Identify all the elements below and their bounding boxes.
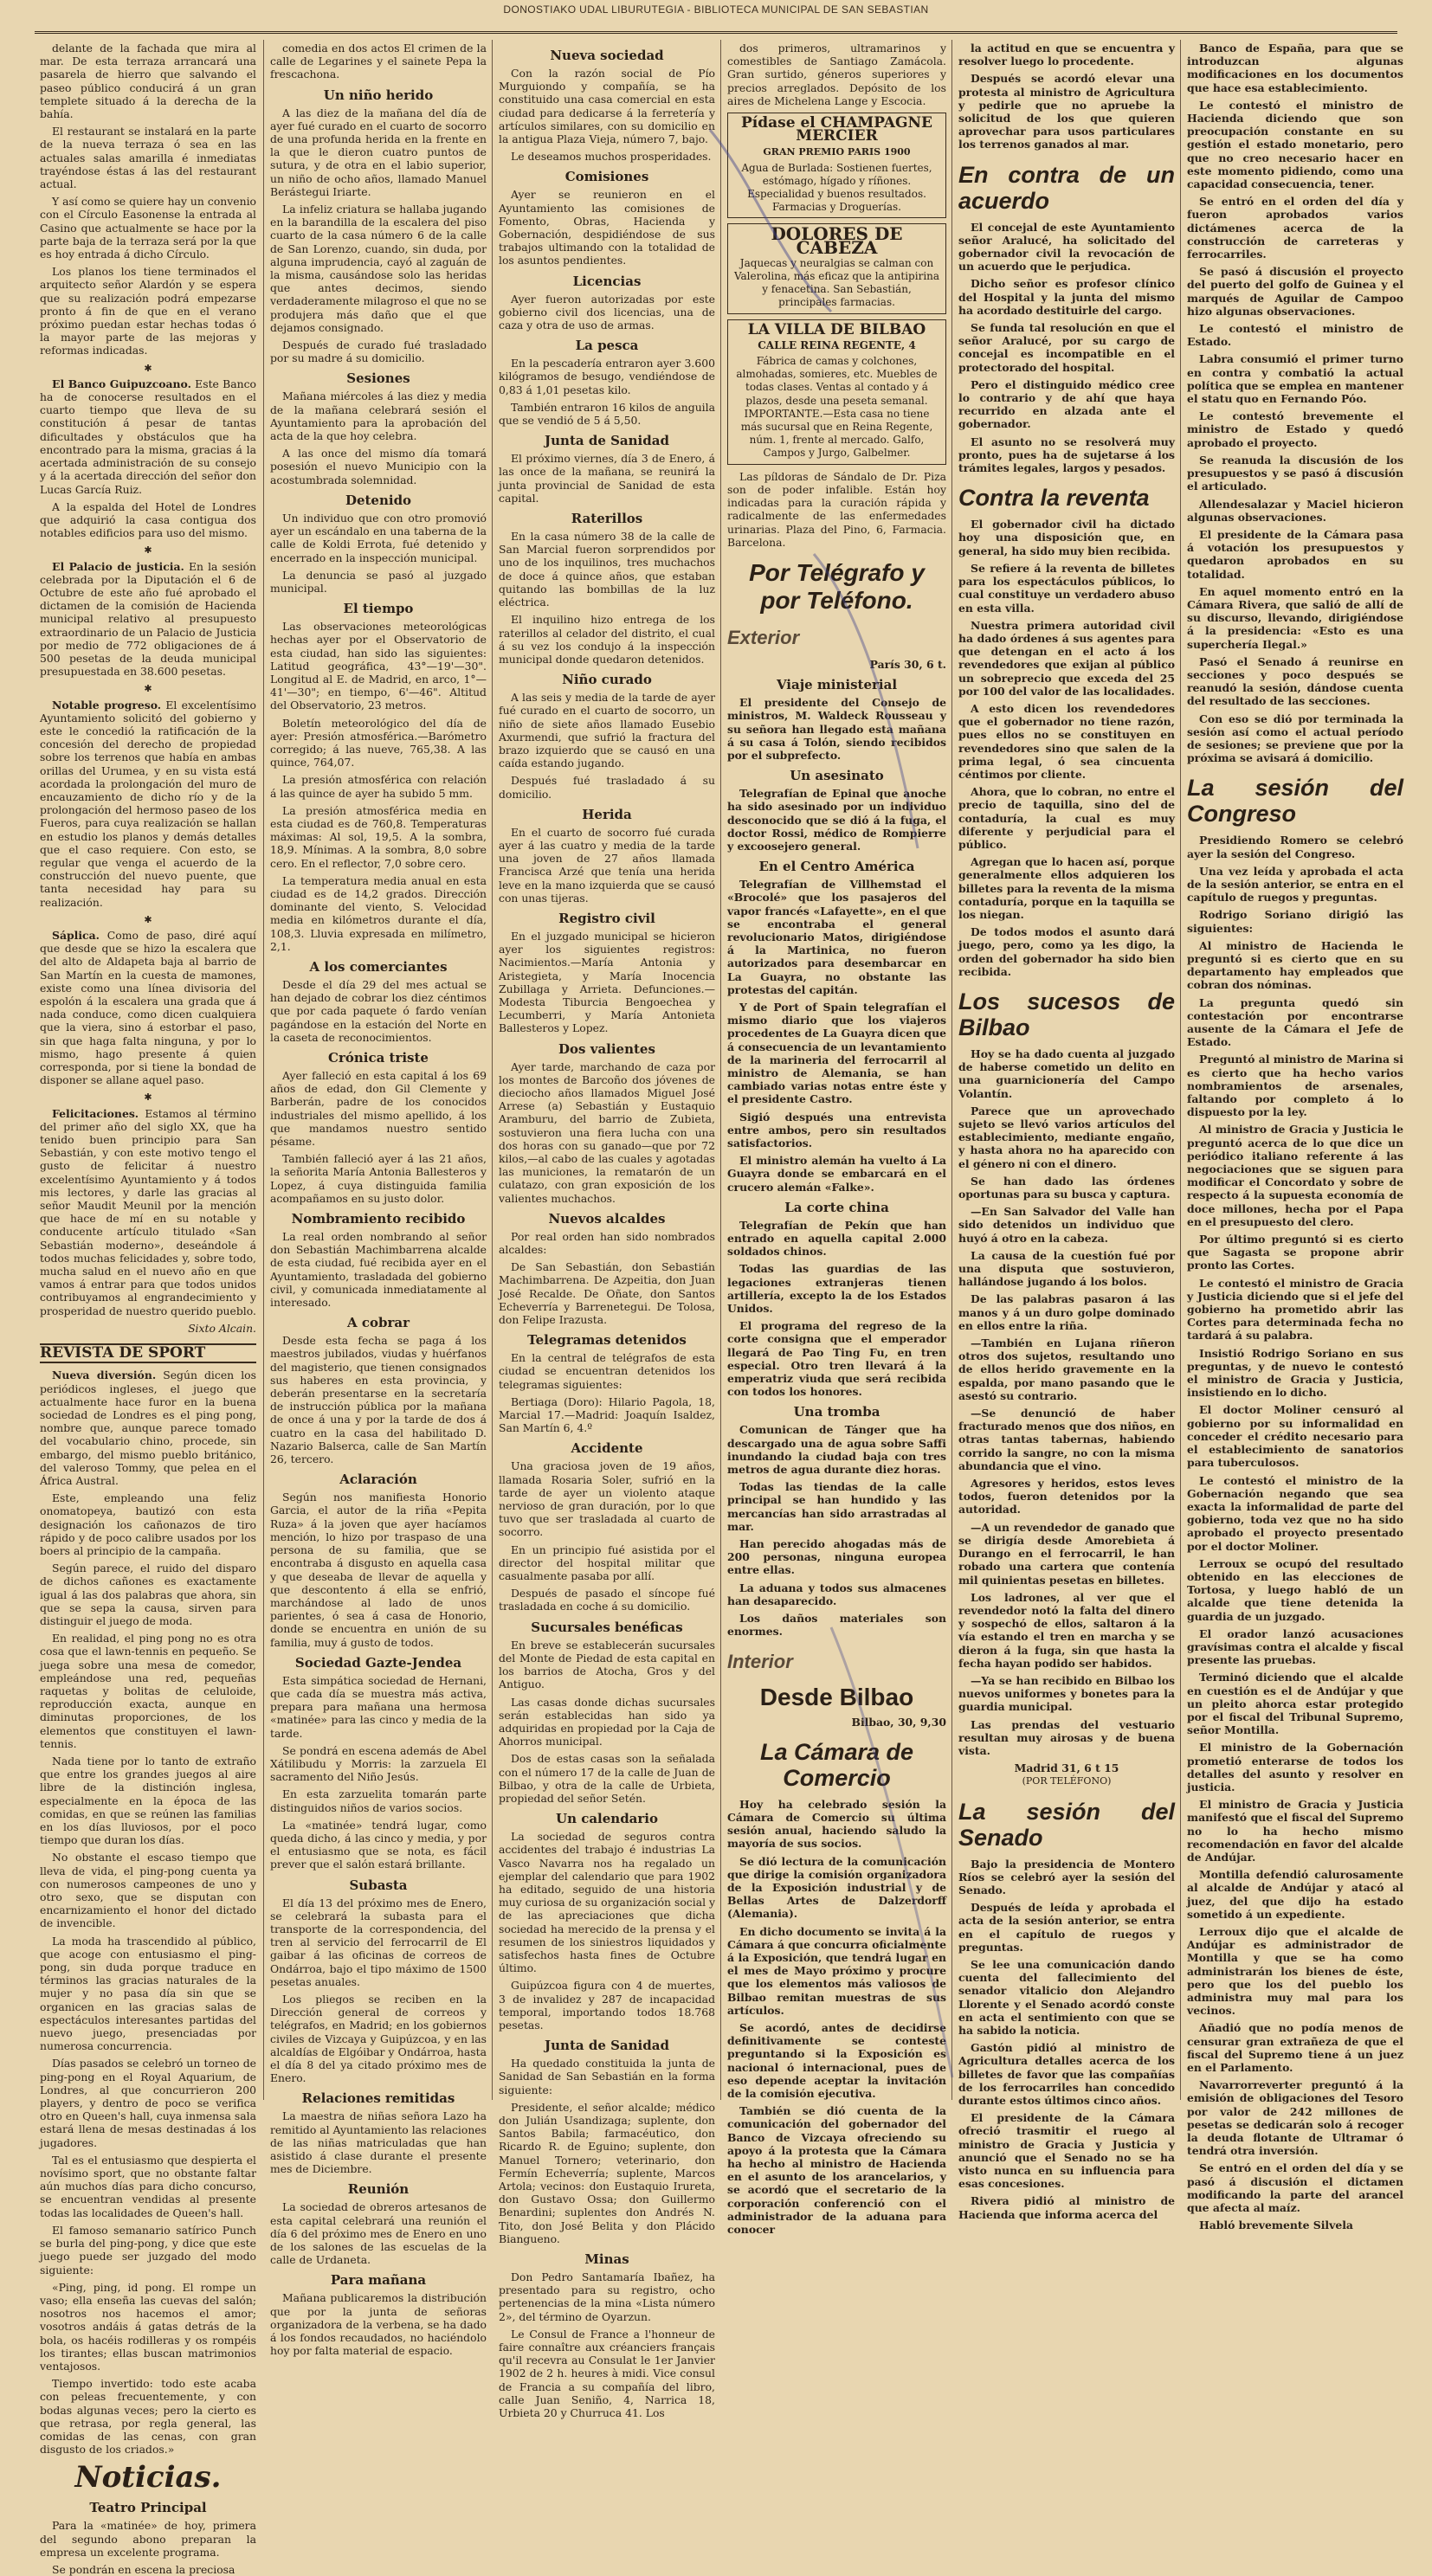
paragraph: En esta zarzuelita tomarán parte distinguidos niños de varios socios. xyxy=(270,1787,487,1814)
paragraph: Al ministro de Gracia y Justicia le preguntó acerca de lo que dice un periódico italiano referente á las negociaciones que se siguen para modificar el Concordato y sobre de respecto á la supuesta economía de doce millones, hecha por el Papa en el presupuesto del clero. xyxy=(1187,1123,1403,1228)
dateline: París 30, 6 t. xyxy=(869,657,946,671)
article-heading: Junta de Sanidad xyxy=(545,2038,669,2054)
paragraph: Por último preguntó si es cierto que Sagasta se propone abrir pronto las Cortes. xyxy=(1187,1233,1403,1272)
paragraph: Los daños materiales son enormes. xyxy=(727,1612,946,1639)
paragraph: Se pondrá en escena además de Abel Xátilibudu y Morris: la zarzuela El sacramento del Niño Jesús. xyxy=(270,1743,487,1784)
article-heading: Nueva sociedad xyxy=(550,48,664,63)
paragraph: Don Pedro Santamaría Ibañez, ha presentado para su registro, ocho pertenencias de la mina «Lista número 2», del término de Oyarzun. xyxy=(499,2270,715,2323)
paragraph: «Ping, ping, id pong. El rompe un vaso; ella enseña las cuevas del salón; nosotros nos hacemos el amor; vosotros andáis á gatas detrás de la bola, os hacéis rodilleras y os rompéis los tirantes; ellas buscan matrimonios ventajosos. xyxy=(40,2280,256,2373)
column-1 xyxy=(40,42,256,2576)
paragraph: —También en Lujana riñeron otros dos sujetos, resultando uno de ellos herido gravemente en la espalda, por mano pasando que le asestó su contrario. xyxy=(958,1336,1175,1402)
paragraph: Montilla defendió calurosamente al alcalde de Andújar y atacó al juez, del que dijo ha estado sometido á un expediente. xyxy=(1187,1868,1403,1921)
paragraph: En realidad, el ping pong no es otra cosa que el lawn-tennis en pequeño. Se juega sobre una mesa de comedor, empleándose una red, pequeñas raquetas y bolitas de celuloide, reproducción exacta, aunque en diminutas proporciones, de los elementos que constituyen el lawn-tennis. xyxy=(40,1632,256,1750)
paragraph: Un individuo que con otro promovió ayer un escándalo en una taberna de la calle de Koldi Errota, fué detenido y encerrado en la inspección municipal. xyxy=(270,511,487,564)
paragraph: Después de leída y aprobada el acta de la sesión anterior, se entra en el capítulo de ruegos y preguntas. xyxy=(958,1901,1175,1954)
paragraph: Una vez leída y aprobada el acta de la sesión anterior, se entra en el capítulo de ruegos y preguntas. xyxy=(1187,864,1403,905)
article-heading: Sucursales benéficas xyxy=(531,1619,683,1635)
paragraph xyxy=(40,377,256,496)
article-heading: Junta de Sanidad xyxy=(545,433,669,449)
article-heading: Telegramas detenidos xyxy=(527,1332,687,1349)
paragraph: Ahora, que lo cobran, no entre el precio de taquilla, sino del de contaduría, la cual es muy diferente y perjudicial para el público. xyxy=(958,785,1175,851)
paragraph: El presidente de la Cámara ofreció trasmitir el ruego al ministro de Gracia y Justicia y anunció que el Senado no se ha visto nunca en su influencia para esas concesiones. xyxy=(958,2111,1175,2191)
item-heading: El Palacio de justicia. xyxy=(52,559,184,573)
paragraph: Bertiaga (Doro): Hilario Pagola, 18, Marcial 17.—Madrid: Joaquín Isaldez, San Martín 6, 4.º xyxy=(499,1394,715,1435)
paragraph: Le Consul de France a l'honneur de faire connaître aux créanciers français qu'il recevra au Consulat le 1er Janvier 1902 de 2 h. heures à midi. Vice consul de Francia a su compañía del libro, calle Juan Seniño, 4, Narrica 18, Urbieta 20 y Churruca 41. Los xyxy=(499,2327,715,2420)
paragraph: Gastón pidió al ministro de Agricultura detalles acerca de los billetes de favor que las compañías de los ferrocarriles han concedido durante estos últimos cinco años. xyxy=(958,2041,1175,2107)
article-heading: Aclaración xyxy=(339,1472,417,1488)
paragraph: Bajo la presidencia de Montero Ríos se celebró ayer la sesión del Senado. xyxy=(958,1857,1175,1897)
paragraph: Habló brevemente Silvela xyxy=(1199,2219,1353,2232)
paragraph: Los planos los tiene terminados el arquitecto señor Alardón y se espera que su realización podrá empezarse pronto á fin de que en el verano próximo puedan estar hechas todas ó la mayor parte de las mejoras y reformas indicadas. xyxy=(40,265,256,357)
paragraph: La infeliz criatura se hallaba jugando en la barandilla de la escalera del piso cuarto de la casa número 6 de la calle de San Lorenzo, cuando, sin duda, por alguna imprudencia, cayó al zaguán de la misma, causándose solo las heridas que antes decimos, siendo verdaderamente milagroso el que no se produjera más daño que el que dejamos consignado. xyxy=(270,203,487,334)
section-title: Exterior xyxy=(727,626,800,648)
advertisement xyxy=(727,319,946,465)
paragraph: El programa del regreso de la corte consigna que el emperador llegará de Pao Ting Fu, en tren especial. Otro tren llevará á la emperatriz viuda que será recibida con todos los honores. xyxy=(727,1319,946,1399)
paragraph: delante de la fachada que mira al mar. De esta terraza arrancará una pasarela de hierro que salvando el paseo público conducirá á un gran templete situado á la derecha de la bahía. xyxy=(40,42,256,121)
article-heading: Teatro Principal xyxy=(89,2500,207,2516)
article-heading: Crónica triste xyxy=(328,1050,429,1066)
paragraph: En el juzgado municipal se hicieron ayer los siguientes registros: Nacimientos.—María Antonia y Aristegieta, y María Inocencia Zubillaga y Arrieta. Defunciones.—Modesta Tiburcia Bengoechea y Lecumberri, y María Antonieta Ballesteros y Lopez. xyxy=(499,929,715,1035)
asterism: ✱ xyxy=(144,1092,152,1104)
article-heading: Reunión xyxy=(347,2181,410,2198)
paragraph: Este, empleando una feliz onomatopeya, bautizó con esta designación los cañonazos de tiro rápido y de poco calibre usados por los boers al principio de la campaña. xyxy=(40,1491,256,1557)
paragraph: De todos modos el asunto dará juego, pero, como ya les digo, la orden del gobernador ha sido bien recibida. xyxy=(958,925,1175,978)
item-text: El excelentísimo Ayuntamiento solicitó del gobierno y este le concedió la ratificación de la concesión del derecho de propiedad sobre los terrenos que había en ambas orillas del Urumea, y en su vista está acordada la prolongación del muro de encauzamiento de dicho río y de la prolongación del hermoso paseo de los Fueros, para cuya realización se hallan en estudio los planos y demás detalles que el caso requiere. Con esto, se regular que venga el acuerdo de la construcción del nuevo puente, que tanta necesidad hay para su realización. xyxy=(40,698,256,909)
paragraph: Navarrorreverter preguntó á la emisión de obligaciones del Tesoro por valor de 242 millones de pesetas se dedicarán solo á recoger la deuda flotante de Ultramar ó tendrá otra inversión. xyxy=(1187,2078,1403,2158)
paragraph: Le contestó el ministro de Hacienda diciendo que son preocupación constante en su gestión el estado monetario, pero que no creo necesario hacer en este momento pidiendo, como una capacidad consecuencia, tener. xyxy=(1187,98,1403,191)
article-heading: La Cámara de Comercio xyxy=(759,1738,914,1791)
paragraph: En la central de telégrafos de esta ciudad se encuentran detenidos los telegramas siguientes: xyxy=(499,1351,715,1391)
paragraph: Guipúzcoa figura con 4 de muertes, 3 de invalidez y 287 de incapacidad temporal, importando todos 18.768 pesetas. xyxy=(499,1979,715,2032)
paragraph xyxy=(40,699,256,909)
paragraph: El ministro alemán ha vuelto á La Guayra donde se embarcará en el crucero alemán «Falke». xyxy=(727,1154,946,1194)
paragraph: Se acordó, antes de decidirse definitivamente se conteste preguntando si la Exposición es nacional ó internacional, pues de eso depende aceptar la invitación de la comisión ejecutiva. xyxy=(727,2020,946,2100)
article-heading: Una tromba xyxy=(793,1404,880,1420)
column-rule xyxy=(1180,40,1181,2100)
paragraph: dos primeros, ultramarinos y comestibles de Santiago Zamácola. Gran surtido, géneros superiores y precios arreglados. Depósito de los aires de Michelena Lange y Escocia. xyxy=(727,42,946,107)
paragraph: Le contestó el ministro de la Gobernación negando que sea exacta la informalidad de parte del gobierno, toda vez que no ha sido aprobado el proyecto presentado por el doctor Moliner. xyxy=(1187,1473,1403,1553)
paragraph: En la casa número 38 de la calle de San Marcial fueron sorprendidos por uno de los inquilinos, tres muchachos de doce á quince años, que estaban quitando las bombillas de la luz eléctrica. xyxy=(499,530,715,609)
dateline-note: (POR TELÉFONO) xyxy=(1022,1775,1112,1787)
paragraph: Al ministro de Hacienda le preguntó si es cierto que en su departamento hay empleados que cobran dos nóminas. xyxy=(1187,938,1403,992)
paragraph: Desde esta fecha se paga á los maestros jubilados, viudas y huérfanos del magisterio, que tienen consignados sus haberes en esta provincia, y deberán presentarse en la secretaría de instrucción pública por la mañana de once á una y por la tarde de dos á cuatro en la casa del habilitado D. Nazario Balserca, calle de San Martín 26, tercero. xyxy=(270,1334,487,1466)
paragraph: Terminó diciendo que el alcalde en cuestión es el de Andújar y que un pleito ahorca estar protegido por el fiscal del Tribunal Supremo, señor Montilla. xyxy=(1187,1671,1403,1737)
asterism: ✱ xyxy=(144,544,152,557)
paragraph: Insistió Rodrigo Soriano en sus preguntas, y de nuevo le contestó el ministro de Gracia y Justicia, insistiendo en lo dicho. xyxy=(1187,1346,1403,1400)
paragraph: La real orden nombrando al señor don Sebastián Machimbarrena alcalde de esta ciudad, fué recibida ayer en el Ayuntamiento, trasladada del gobierno civil, y comunicada inmediatamente al interesado. xyxy=(270,1230,487,1310)
paragraph: Dicho señor es profesor clínico del Hospital y la junta del mismo ha acordado destituirle del cargo. xyxy=(958,277,1175,317)
paragraph: Lerroux se ocupó del resultado obtenido en las elecciones de Tortosa, y luego habló de un alcalde que tiene detenida la guardia de un juzgado. xyxy=(1187,1556,1403,1623)
paragraph: El gobernador civil ha dictado hoy una disposición que, en general, ha sido muy bien recibida. xyxy=(958,518,1175,557)
item-heading: Sáplica. xyxy=(52,929,100,942)
paragraph: Según nos manifiesta Honorio Garcia, el autor de la riña «Pepita Ruza» á la joven que ayer hacíamos mención, lo hizo por traspaso de una persona de su familia, que se encontraba á disgusto en aquella casa y que deseaba de llevar de aquella y que descontento á ella se enfrió, marchándose al lado de unos parientes, ó sea á casa de Honorio, donde se encuentra en unión de su familia, muy á gusto de todos. xyxy=(270,1491,487,1649)
dateline: Madrid 31, 6 t 15 xyxy=(1014,1761,1119,1775)
article-heading: En contra de un acuerdo xyxy=(958,161,1175,214)
paragraph: Le deseamos muchos prosperidades. xyxy=(511,150,712,164)
paragraph: Presidente, el señor alcalde; médico don Julián Usandizaga; suplente, don Santos Babila; farmacéutico, don Ricardo R. de Eguino; suplente, don Manuel Tornero; veterinario, don Fermín Echeverría; suplente, Marcos Artola; vecinos: don Eustaquio Irureta, don Gustavo Ossa; don Guillermo Benardini; suplentes don Andrés N. Tito, don José Belita y don Plácido Biangueno. xyxy=(499,2100,715,2245)
paragraph: Después se acordó elevar una protesta al ministro de Agricultura y pedirle que no apruebe la solicitud de los que quieren aprovechar para usos particulares los terrenos ganados al mar. xyxy=(958,72,1175,151)
paragraph: Una graciosa joven de 19 años, llamada Rosaria Soler, sufrió en la tarde de ayer un violento ataque nervioso de gran duración, por lo que tuvo que ser trasladada al cuarto de socorro. xyxy=(499,1459,715,1539)
paragraph: Después fué trasladado á su domicilio. xyxy=(499,774,715,801)
paragraph: Rivera pidió al ministro de Hacienda que informa acerca del xyxy=(958,2194,1175,2221)
section-title: Noticias. xyxy=(74,2460,222,2496)
paragraph: Dos de estas casas son la señalada con el número 17 de la calle de Juan de Bilbao, y otra de la calle de Urbieta, propiedad del señor Setén. xyxy=(499,1752,715,1805)
item-text: En la sesión celebrada por la Diputación el 6 de Octubre de este año fué aprobado el dictamen de la comisión de Hacienda municipal relativo al presupuesto extraordinario de un Palacio de Justicia por medio de 772 obligaciones de á 500 pesetas de la deuda municipal presupuestada en 38.600 pesetas. xyxy=(40,559,256,679)
ad-text: Jaquecas y neuralgias se calman con Valerolina, más eficaz que la antipirina y fenacetina. San Sebastián, principales farmacias. xyxy=(733,256,940,309)
paragraph: comedia en dos actos El crimen de la calle de Legarines y el sainete Pepa la frescachona. xyxy=(270,42,487,81)
paragraph: En el cuarto de socorro fué curada ayer á las cuatro y media de la tarde una joven de 27 años llamada Francisca Arzé que tenía una herida leve en la mano izquierda que se causó con unas tijeras. xyxy=(499,825,715,905)
paragraph: Y así como se quiere hay un convenio con el Círculo Easonense la entrada al Casino que actualmente se hace por la parte baja de la terraza será por la que es hoy entrada á dicho Círculo. xyxy=(40,195,256,261)
paragraph: —A un revendedor de ganado que se dirigía desde Amorebieta á Durango en el ferrocarril, le han robado una cartera que contenía mil quinientas pesetas en billetes. xyxy=(958,1520,1175,1587)
paragraph: Se pasó á discusión el proyecto del puerto del golfo de Guinea y el marqués de Aguilar de Campoo hizo algunas observaciones. xyxy=(1187,265,1403,318)
column-rule xyxy=(492,40,493,2100)
ad-title: LA VILLA DE BILBAO xyxy=(747,320,926,338)
paragraph: La maestra de niñas señora Lazo ha remitido al Ayuntamiento las relaciones de las niñas matriculadas que han asistido á clase durante el presente mes de Diciembre. xyxy=(270,2109,487,2176)
paragraph: Tal es el entusiasmo que despierta el novísimo sport, que no obstante faltar aún muchos días para dicho concurso, se encuentran vendidas al presente todas las localidades de Queen's hall. xyxy=(40,2153,256,2219)
paragraph: Le contestó el ministro de Gracia y Justicia diciendo que si el jefe del gobierno ha prometido abrir las Cortes para determinada fecha no tardará á su palabra. xyxy=(1187,1276,1403,1343)
article-heading: Herida xyxy=(582,806,632,822)
asterism: ✱ xyxy=(144,362,152,374)
article-heading: Un calendario xyxy=(555,1811,659,1827)
item-text: Como de paso, diré aquí que desde que se hizo la escalera que del alto de Aldapeta baja al barrio de San Martín en la cuesta de mamones, existe como una línea divisoria del espolón á la escalera una grada que á nada conduce, como dicen cualquiera que la viera, sino á estorbar el paso, sin que haga falta ninguna, y por lo mismo, hago presente á quien corresponda, por si tiene la bondad de disponer se allane aquel paso. xyxy=(40,929,256,1087)
article-heading: Registro civil xyxy=(558,910,655,926)
paragraph: —Ya se han recibido en Bilbao los nuevos uniformes y bonetes para la guardia municipal. xyxy=(958,1673,1175,1714)
paragraph: Boletín meteorológico del día de ayer: Presión atmosférica.—Barómetro corregido; á las nueve, 765,38. A las quince, 764,07. xyxy=(270,716,487,770)
article-heading: El tiempo xyxy=(343,601,414,617)
paragraph: El inquilino hizo entrega de los raterillos al celador del distrito, el cual á su vez los condujo á la inspección municipal donde quedaron detenidos. xyxy=(499,613,715,666)
paragraph: Por real orden han sido nombrados alcaldes: xyxy=(499,1229,715,1257)
advertisement xyxy=(727,223,946,313)
paragraph: El día 13 del próximo mes de Enero, se celebrará la subasta para el transporte de la correspondencia, del tren al servicio del ferrocarril de El gaibar á las oficinas de correos de Ondárroa, bajo el tipo máximo de 1500 pesetas anuales. xyxy=(270,1896,487,1988)
paragraph: La presión atmosférica con relación á las quince de ayer ha subido 5 mm. xyxy=(270,773,487,800)
paragraph: En dicho documento se invita á la Cámara á que concurra oficialmente á la Exposición, que tendrá lugar en el mes de Mayo próximo y procure que los elementos más valiosos de Bilbao remitan muestras de sus artículos. xyxy=(727,1924,946,2017)
paragraph: Telegrafían de Villhemstad el «Brocolé» que los pasajeros del vapor francés «Lafayette», en el que se encontraba el general revolucionario Matos, dirigiéndose á la Martinica, no fueron autorizados para desembarcar en La Guayra, no obstante las protestas del capitán. xyxy=(727,878,946,996)
signature: Sixto Alcain. xyxy=(188,1321,256,1335)
paragraph: Comunican de Tánger que ha descargado una de agua sobre Saffi inundando la ciudad baja con tres metros de agua durante diez horas. xyxy=(727,1423,946,1477)
paragraph: A esto dicen los revendedores que el gobernador no tiene razón, pues ellos no se constituyen en revendedores sino que salen de la prima legal, ó sea cincuenta céntimos por cliente. xyxy=(958,701,1175,781)
item-heading: Felicitaciones. xyxy=(52,1106,139,1120)
paragraph: Lerroux dijo que el alcalde de Andújar es administrador de Montilla y que se ha como administrarán los bienes de éste, pero que los del pueblo los administra muy mal para los vecinos. xyxy=(1187,1925,1403,2018)
paragraph: Se lee una comunicación dando cuenta del fallecimiento del senador vitalicio don Alejandro Llorente y el Senado acordó conste en acta el sentimiento con que se ha sabido la noticia. xyxy=(958,1957,1175,2037)
paragraph: Presidiendo Romero se celebró ayer la sesión del Congreso. xyxy=(1187,834,1403,860)
paragraph: Con la razón social de Pío Murguiondo y compañía, se ha constituido una casa comercial en esta ciudad para dedicarse á la ferretería y artículos similares, con su domicilio en la antigua Plaza Vieja, número 7, bajo. xyxy=(499,67,715,146)
section-title: REVISTA DE SPORT xyxy=(40,1343,256,1363)
paragraph: Telegrafían de Epinal que anoche ha sido asesinado por un individuo desconocido que se dió á la fuga, el doctor Rossi, médico de Rompierre y excoosejero general. xyxy=(727,787,946,853)
article-heading: Para mañana xyxy=(330,2272,427,2289)
paragraph: De las palabras pasaron á las manos y á un duro golpe dominado en ellos entre la riña. xyxy=(958,1292,1175,1332)
paragraph: De San Sebastián, don Sebastián Machimbarrena. De Azpeitia, don Juan José Recalde. De Oñate, don Santos Echeverría y Barrenetegui. De Tolosa, don Felipe Irazusta. xyxy=(499,1260,715,1327)
column-4 xyxy=(727,42,946,2236)
paragraph: Rodrigo Soriano dirigió las siguientes: xyxy=(1187,908,1403,935)
paragraph: Todas las guardias de las legaciones extranjeras tienen artillería, excepto la de los Estados Unidos. xyxy=(727,1262,946,1316)
paragraph: Después de curado fué trasladado por su madre á su domicilio. xyxy=(270,338,487,365)
paragraph: También falleció ayer á las 21 años, la señorita María Antonia Ballesteros y Lopez, á cuya distinguida familia acompañamos en su justo dolor. xyxy=(270,1152,487,1205)
paragraph: Sigió después una entrevista entre ambos, pero sin resultados satisfactorios. xyxy=(727,1110,946,1150)
article-heading: Niño curado xyxy=(562,672,652,688)
ad-text: Fábrica de camas y colchones, almohadas, somieres, etc. Muebles de todas clases. Ventas al contado y á plazos, desde una peseta semanal. IMPORTANTE.—Esta casa no tiene más sucursal que en Reina Regente, núm. 1, frente al mercado. Galfo, Campos y Jurgo, Galbelmer. xyxy=(736,355,938,460)
paragraph: Las observaciones meteorológicas hechas ayer por el Observatorio de esta ciudad, han sido las siguientes: Latitud geográfica, 43°—19'—30". Longitud al E. de Madrid, en arco, 1°—41'—30"; en tiempo, 6'—46". Altitud del Observatorio, 23 metros. xyxy=(270,620,487,712)
paragraph: El restaurant se instalará en la parte de la nueva terraza ó sea en las actuales salas amarilla é inmediatas trayéndose éstas á las del restaurant actual. xyxy=(40,125,256,191)
article-heading: Nuevos alcaldes xyxy=(548,1210,666,1227)
article-heading: Minas xyxy=(584,2251,629,2268)
column-rule xyxy=(263,40,264,2100)
article-heading: A cobrar xyxy=(346,1315,410,1331)
paragraph: La causa de la cuestión fué por una disputa que sostuvieron, hallándose jugando á los bolos. xyxy=(958,1248,1175,1289)
paragraph: Ayer tarde, marchando de caza por los montes de Barcoño dos jóvenes de dieciocho años llamados Miguel José Arrese (a) Sebastián y Eustaquio Aramburu, del barrio de Zubieta, sostuvieron una fiera lucha con una dos horas con su ganado—que por 72 kilos,—al cabo de las cuales y agotadas las municiones, la rematarón de un culatazo, con gran exposición de los valientes muchachos. xyxy=(499,1059,715,1205)
paragraph xyxy=(40,1368,256,1487)
column-3 xyxy=(499,42,715,2420)
ad-title: DOLORES DE CABEZA xyxy=(771,223,903,258)
paragraph: La «matinée» tendrá lugar, como queda dicho, á las cinco y media, y por el entusiasmo que se nota, es fácil prever que el salón estará brillante. xyxy=(270,1818,487,1871)
paragraph xyxy=(40,1107,256,1317)
paragraph: Los ladrones, al ver que el revendedor notó la falta del dinero y sospechó de ellos, saltaron á la vía estando el tren en marcha y se dieron á la fuga, sin que hasta la fecha hayan podido ser habidos. xyxy=(958,1590,1175,1670)
paragraph: Según parece, el ruido del disparo de dichos cañones es exactamente igual á las dos palabras que ahora, sin que se sepa la causa, sirven para distinguir el juego de moda. xyxy=(40,1562,256,1627)
paragraph: Ayer fueron autorizadas por este gobierno civil dos licencias, una de caza y otra de uso de armas. xyxy=(499,292,715,332)
article-heading: A los comerciantes xyxy=(309,958,448,975)
paragraph: Se han dado las órdenes oportunas para su busca y captura. xyxy=(958,1174,1175,1201)
paragraph: Se funda tal resolución en que el señor Aralucé, por su cargo de concejal es incompatible en el protectorado del hospital. xyxy=(958,321,1175,374)
asterism: ✱ xyxy=(144,913,152,925)
paragraph: Banco de España, para que se introduzcan algunas modificaciones en los documentos que hace esa establecimiento. xyxy=(1187,42,1403,94)
paragraph: Después de pasado el síncope fué trasladada en coche á su domicilio. xyxy=(499,1587,715,1613)
paragraph: La presión atmosférica media en esta ciudad es de 760,8. Temperaturas máximas: Al sol, 19,5. A la sombra, 18,9. Mínimas. A la sombra, 8,0 sobre cero. En el reflector, 7,0 sobre cero. xyxy=(270,803,487,870)
section-title: Interior xyxy=(727,1650,793,1672)
paragraph: Todas las tiendas de la calle principal se han hundido y las mercancías han sido arrastradas al mar. xyxy=(727,1480,946,1533)
paragraph: Nuestra primera autoridad civil ha dado órdenes á sus agentes para que detengan en el acto á los revendedores que exijan al público un sobreprecio que exceda del 25 por 100 del valor de las localidades. xyxy=(958,618,1175,698)
paragraph: Se entró en el orden del día y se pasó á discusión el dictamen modificando la parte del arancel que afecta al maíz. xyxy=(1187,2161,1403,2215)
article-heading: Licencias xyxy=(572,273,642,289)
paragraph: La denuncia se pasó al juzgado municipal. xyxy=(270,568,487,595)
paragraph: Pasó el Senado á reunirse en secciones y poco después se reanudó la sesión, dándose cuenta del resultado de las secciones. xyxy=(1187,654,1403,708)
paragraph: El famoso semanario satírico Punch se burla del ping-pong, y dice que este juego puede ser juzgado del modo siguiente: xyxy=(40,2223,256,2277)
ad-text: Agua de Burlada: Sostienen fuertes, estómago, hígado y ríñones. Especialidad y buenos resultados. Farmacias y Droguerías. xyxy=(741,161,932,214)
paragraph: Y de Port of Spain telegrafían el mismo diario que los viajeros procedentes de La Guayra dicen que á consecuencia de un levantamiento de la marineria del ferrocarril al ministro de Alemania, se han cambiado varias notas entre éste y el presidente Castro. xyxy=(727,1000,946,1106)
article-heading: Relaciones remitidas xyxy=(301,2090,455,2107)
column-rule xyxy=(951,40,952,2100)
paragraph: El presidente de la Cámara pasa á votación los presupuestos y quedaron aprobados en su totalidad. xyxy=(1187,527,1403,581)
article-heading: Nombramiento recibido xyxy=(291,1211,466,1227)
section-title: Desde Bilbao xyxy=(759,1683,914,1710)
paragraph: Preguntó al ministro de Marina si es cierto que ha hecho varios nombramientos de arsenales, faltando por completo á lo dispuesto por la ley. xyxy=(1187,1053,1403,1119)
article-heading: Sociedad Gazte-Jendea xyxy=(294,1654,462,1671)
item-heading: Notable progreso. xyxy=(52,698,162,712)
paragraph: Las píldoras de Sándalo de Dr. Piza son de poder infalible. Están hoy indicadas para la curación rápida y radicalmente de las enfermedades urinarias. Plaza del Pino, 6, Farmacia. Barcelona. xyxy=(727,469,946,549)
paragraph: A las diez de la mañana del día de ayer fué curado en el cuarto de socorro de una profunda herida en la frente en la que le dieron cuatro puntos de sutura, y de otra en el labio superior, un niño de ocho años, llamado Manuel Berástegui Iriarte. xyxy=(270,106,487,198)
article-heading: Un niño herido xyxy=(323,87,434,103)
library-banner: DONOSTIAKO UDAL LIBURUTEGIA - BIBLIOTECA MUNICIPAL DE SAN SEBASTIAN xyxy=(503,3,929,16)
article-heading: La pesca xyxy=(575,338,639,354)
article-heading: La sesión del Congreso xyxy=(1187,775,1403,828)
paragraph xyxy=(40,560,256,679)
article-heading: Detenido xyxy=(345,492,412,508)
paragraph: Tiempo invertido: todo este acaba con peleas frecuentemente, y con bodas algunas veces; pero la cierto es que retrasa, por regla general, las comidas de las cenas, con gran disgusto de los criados.» xyxy=(40,2377,256,2457)
paragraph: Ayer falleció en esta capital á los 69 años de edad, don Gil Clemente y Barberán, padre de los conocidos industriales del mismo apellido, á los que mandamos nuestro sentido pésame. xyxy=(270,1069,487,1149)
paragraph: En breve se establecerán sucursales del Monte de Piedad de esta capital en los barrios de Atocha, Gros y del Antiguo. xyxy=(499,1638,715,1691)
column-5 xyxy=(958,42,1175,2221)
paragraph: A las seis y media de la tarde de ayer fué curado en el cuarto de socorro, un niño de siete años llamado Eusebio Axurmendi, que sufrió la fractura del brazo izquierdo que se causó en una caída estando jugando. xyxy=(499,691,715,770)
paragraph: La temperatura media anual en esta ciudad es de 14,2 grados. Dirección dominante del viento, S. Velocidad media en kilómetros durante el día, 108,3. Lluvia expresada en milímetro, 2,1. xyxy=(270,873,487,953)
paragraph: La aduana y todos sus almacenes han desaparecido. xyxy=(727,1581,946,1607)
paragraph: Le contestó el ministro de Estado. xyxy=(1187,322,1403,349)
top-rule xyxy=(35,31,1397,34)
paragraph: En aquel momento entró en la Cámara Rivera, que salió de allí de su discurso, llevando, dirigiéndose á la presidencia: «Esto es una superchería Ilegal.» xyxy=(1187,584,1403,651)
article-heading: Subasta xyxy=(349,1877,408,1893)
paragraph xyxy=(40,929,256,1086)
paragraph: También se dió cuenta de la comunicación del gobernador del Banco de Vizcaya ofreciendo su apoyo á la protesta que la Cámara ha hecho al ministro de Hacienda en el asunto de los arancelarios, y se acordó que el secretario de la corporación conferenció con el administrador de la aduana para conocer xyxy=(727,2104,946,2236)
paragraph: En un principio fué asistida por el director del hospital militar que casualmente pasaba por allí. xyxy=(499,1542,715,1583)
article-heading: Viaje ministerial xyxy=(776,677,898,693)
paragraph: El asunto no se resolverá muy pronto, pues ha de sujetarse á los trámites legales, largos y pesados. xyxy=(958,435,1175,475)
paragraph: El ministro de Gracia y Justicia manifestó que el fiscal del Supremo no lo ha hecho mismo recomendación en favor del alcalde de Andújar. xyxy=(1187,1798,1403,1864)
paragraph: La sociedad de obreros artesanos de esta capital celebrará una reunión el día 6 del próximo mes de Enero en uno de los salones de las escuelas de la calle de Urdaneta. xyxy=(270,2200,487,2267)
paragraph: Allendesalazar y Maciel hicieron algunas observaciones. xyxy=(1187,497,1403,524)
paragraph: Se reanuda la discusión de los presupuestos y se pasó á discusión el articulado. xyxy=(1187,453,1403,493)
paragraph: Las casas donde dichas sucursales serán establecidas han sido ya adquiridas en propiedad por la Caja de Ahorros municipal. xyxy=(499,1695,715,1748)
paragraph: Mañana publicaremos la distribución que por la junta de señoras organizadora de la verbena, se ha dado á los fondos recaudados, no haciéndolo hoy por falta material de espacio. xyxy=(270,2291,487,2358)
advertisement xyxy=(727,113,946,218)
article-heading: En el Centro América xyxy=(758,859,915,875)
paragraph: El concejal de este Ayuntamiento señor Aralucé, ha solicitado del gobernador civil la revocación de un acuerdo que le perjudica. xyxy=(958,220,1175,274)
article-heading: Dos valientes xyxy=(558,1040,655,1057)
ad-subtitle: CALLE REINA REGENTE, 4 xyxy=(758,338,916,351)
article-heading: La corte china xyxy=(784,1199,889,1215)
paragraph: Con eso se dió por terminada la sesión así como el actual período de sesiones; se previene que por la próxima se avisará á domicilio. xyxy=(1187,712,1403,765)
paragraph: Parece que un aprovechado sujeto se llevó varios artículos del establecimiento, mediante engaño, y hasta ahora no ha aparecido con el género ni con el dinero. xyxy=(958,1104,1175,1170)
paragraph: No obstante el escaso tiempo que lleva de vida, el ping-pong cuenta ya con numerosos campeones de uno y otro sexo, que se disputan con encarnizamiento el honor del dictado de invencible. xyxy=(40,1851,256,1930)
paragraph: En la pescadería entraron ayer 3.600 kilógramos de besugo, vendiéndose de 0,83 á 1,01 pesetas kilo. xyxy=(499,357,715,396)
article-heading: Los sucesos de Bilbao xyxy=(958,988,1175,1040)
paragraph: Se pondrán en escena la preciosa xyxy=(52,2562,235,2576)
paragraph: El próximo viernes, día 3 de Enero, á las once de la mañana, se reunirá la junta provincial de Sanidad de esta capital. xyxy=(499,452,715,505)
paragraph: Mañana miércoles á las diez y media de la mañana celebrará sesión el Ayuntamiento para la aprobación del acta de la que hoy celebra. xyxy=(270,390,487,443)
article-heading: Un asesinato xyxy=(790,768,884,784)
article-heading: Contra la reventa xyxy=(958,485,1150,512)
article-heading: Raterillos xyxy=(571,511,643,527)
ad-subtitle: GRAN PREMIO PARIS 1900 xyxy=(763,146,911,158)
paragraph: Se dió lectura de la comunicación que dirige la comisión organizadora de la Exposición industrial y de Bellas Artes de Dalzerdorff (Alemania). xyxy=(727,1854,946,1921)
paragraph: Desde el día 29 del mes actual se han dejado de cobrar los diez céntimos que por cada paquete ó fardo venían pagándose en la estación del Norte en la caseta de reconocimientos. xyxy=(270,977,487,1044)
paragraph: Para la «matinée» de hoy, primera del segundo abono preparan la empresa un excelente programa. xyxy=(40,2519,256,2559)
article-heading: Sesiones xyxy=(346,370,410,387)
paragraph: Se entró en el orden del día y fueron aprobados varios dictámenes acerca de la construcción de carreteras y ferrocarriles. xyxy=(1187,195,1403,261)
paragraph: Ha quedado constituida la junta de Sanidad de San Sebastián en la forma siguiente: xyxy=(499,2057,715,2096)
paragraph: la actitud en que se encuentra y resolver luego lo procedente. xyxy=(958,42,1175,68)
item-text: Según dicen los periódicos ingleses, el juego que actualmente hace furor en la buena sociedad de Londres es el ping pong, nombre que, aunque parece tomado del vocabulario chino, procede, sin embargo, del mismo pueblo británico, del valeroso Tommy, que pelea en el África Austral. xyxy=(40,1368,256,1487)
paragraph: El doctor Moliner censuró al gobierno por su informalidad en conceder el crédito necesario para el establecimiento de sanatorios para tuberculosos. xyxy=(1187,1403,1403,1470)
section-title: Por Telégrafo y por Teléfono. xyxy=(749,558,925,614)
paragraph: Las prendas del vestuario resultan muy airosas y de buena vista. xyxy=(958,1717,1175,1757)
column-6 xyxy=(1187,42,1403,2232)
paragraph: Hoy ha celebrado sesión la Cámara de Comercio su última sesión anual, haciendo saludo la mayoría de sus socios. xyxy=(727,1797,946,1851)
paragraph: Agresores y heridos, estos leves todos, fueron detenidos por la autoridad. xyxy=(958,1477,1175,1517)
paragraph: El ministro de la Gobernación prometió enterarse de todos los detalles del asunto y resolver en justicia. xyxy=(1187,1741,1403,1794)
item-heading: El Banco Guipuzcoano. xyxy=(52,377,191,390)
paragraph: A la espalda del Hotel de Londres que adquirió la casa contigua dos notables edificios para uso del mismo. xyxy=(40,499,256,540)
paragraph: La sociedad de seguros contra accidentes del trabajo é industrias La Vasco Navarra nos ha regalado un ejemplar del calendario que para 1902 ha editado, seguido de una historia muy curiosa de su organización social y de las apreciaciones que dicha sociedad ha merecido de la prensa y el resumen de los siniestros liquidados y satisfechos hasta fines de Octubre último. xyxy=(499,1830,715,1975)
paragraph: Esta simpática sociedad de Hernani, que cada día se muestra más activa, prepara para mañana una hermosa «matinée» para las cinco y media de la tarde. xyxy=(270,1673,487,1740)
paragraph: Le contestó brevemente el ministro de Estado y quedó aprobado el proyecto. xyxy=(1187,409,1403,449)
article-heading: Comisiones xyxy=(564,169,649,185)
column-rule xyxy=(720,40,721,2100)
paragraph: Días pasados se celebró un torneo de ping-pong en el Royal Aquarium, de Londres, al que concurrieron 200 players, y dentro de poco se verifica otro en Queen's hall, cuya inmensa sala estará llena de mesas destinadas á los jugadores. xyxy=(40,2057,256,2149)
item-text: Estamos al término del primer año del siglo XX, que ha tenido buen principio para San Sebastián, y con este motivo tengo el gusto de felicitar á nuestro excelentísimo Ayuntamiento y á todos mis lectores, y darle las gracias al señor Maudit Meunil por la mención que hace de mí en su notable y conducente artículo titulado «San Sebastián moderno», deseándole á todos muchas felicidades y, sobre todo, mucha salud en el nuevo año en que vamos á entrar para que todos unidos contribuyamos al engrandecimiento y prosperidad de nuestro querido pueblo. xyxy=(40,1106,256,1317)
paragraph: Los pliegos se reciben en la Dirección general de correos y telégrafos, en Madrid; en los gobiernos civiles de Vizcaya y Guipúzcoa, y en las alcaldías de Elgóibar y Ondárroa, hasta el día 8 del ya citado próximo mes de Enero. xyxy=(270,1992,487,2085)
paragraph: El presidente del Consejo de ministros, M. Waldeck Rousseau y su señora han llegado esta mañana á su casa á Tolón, siendo recibidos por el subprefecto. xyxy=(727,696,946,762)
ad-title: Pídase el CHAMPAGNE MERCIER xyxy=(741,114,932,145)
paragraph: A las once del mismo día tomará posesión el nuevo Municipio con la acostumbrada solemnidad. xyxy=(270,447,487,486)
paragraph: Ayer se reunieron en el Ayuntamiento las comisiones de Fomento, Obras, Hacienda y Gobernación, despidiéndose de sus trabajos ultimando con la totalidad de los asuntos pendientes. xyxy=(499,188,715,267)
item-heading: Nueva diversión. xyxy=(52,1368,157,1382)
paragraph: Nada tiene por lo tanto de extraño que entre los grandes juegos al aire libre de la distinción inglesa, especialmente en la época de las comidas, en que se reúnen las familias en los días lluviosos, por el poco tiempo que duran los días. xyxy=(40,1754,256,1847)
article-heading: Accidente xyxy=(571,1440,643,1457)
paragraph: La pregunta quedó sin contestación por encontrarse ausente de la Cámara el Jefe de Estado. xyxy=(1187,995,1403,1049)
paragraph: —En San Salvador del Valle han sido detenidos un individuo que huyó á otro en la cabeza. xyxy=(958,1205,1175,1245)
paragraph: Añadió que no podía menos de censurar gran extrañeza de que el fiscal del Supremo tiene á un juez en el Parlamento. xyxy=(1187,2021,1403,2075)
article-heading: La sesión del Senado xyxy=(958,1798,1175,1851)
column-2 xyxy=(270,42,487,2358)
paragraph: Agregan que lo hacen así, porque generalmente ellos adquieren los billetes para la reventa de la misma contaduría, porque en la taquilla se los niegan. xyxy=(958,855,1175,921)
paragraph: —Se denunció de haber fracturado menos que dos niños, en otras tantas tabernas, habiendo corrido la sangre, no con la misma abundancia que el vino. xyxy=(958,1407,1175,1472)
paragraph: También entraron 16 kilos de anguila que se vendió de 5 á 5,50. xyxy=(499,400,715,428)
paragraph: Han perecido ahogadas más de 200 personas, ninguna europea entre ellas. xyxy=(727,1537,946,1577)
paragraph: Labra consumió el primer turno en contra y combatió la actual política que se emplea en mantener el statu quo en Fernando Póo. xyxy=(1187,352,1403,406)
item-text: Este Banco ha de conocerse resultados en el cuarto tiempo que lleva de su constitución á pesar de tantas dificultades y obstáculos que ha encontrado para la misma, gracias á la acertada administración de su consejo y á la acertada dirección del señor don Lucas García Ruiz. xyxy=(40,377,256,496)
paragraph: El orador lanzó acusaciones gravísimas contra el alcalde y fiscal presente las pruebas. xyxy=(1187,1626,1403,1667)
dateline: Bilbao, 30, 9,30 xyxy=(851,1715,946,1729)
paragraph: Telegrafían de Pekín que han entrado en aquella capital 2.000 soldados chinos. xyxy=(727,1218,946,1259)
asterism: ✱ xyxy=(144,683,152,695)
paragraph: Se refiere á la reventa de billetes para los espectáculos públicos, lo cual constituye un verdadero abuso en esta villa. xyxy=(958,561,1175,615)
paragraph: La moda ha trascendido al público, que acoge con entusiasmo el ping-pong, sin duda porque traduce en términos las gracias naturales de la mujer y no pasa día sin que se organicen en las gracias salas de espectáculos interesantes partidas del nuevo juego, presenciadas por numerosa concurrencia. xyxy=(40,1934,256,2053)
paragraph: Pero el distinguido médico cree lo contrario y de ahí que haya recurrido en alzada ante el gobernador. xyxy=(958,377,1175,431)
paragraph: Hoy se ha dado cuenta al juzgado de haberse cometido un delito en una guarnicionería del Campo Volantín. xyxy=(958,1046,1175,1100)
